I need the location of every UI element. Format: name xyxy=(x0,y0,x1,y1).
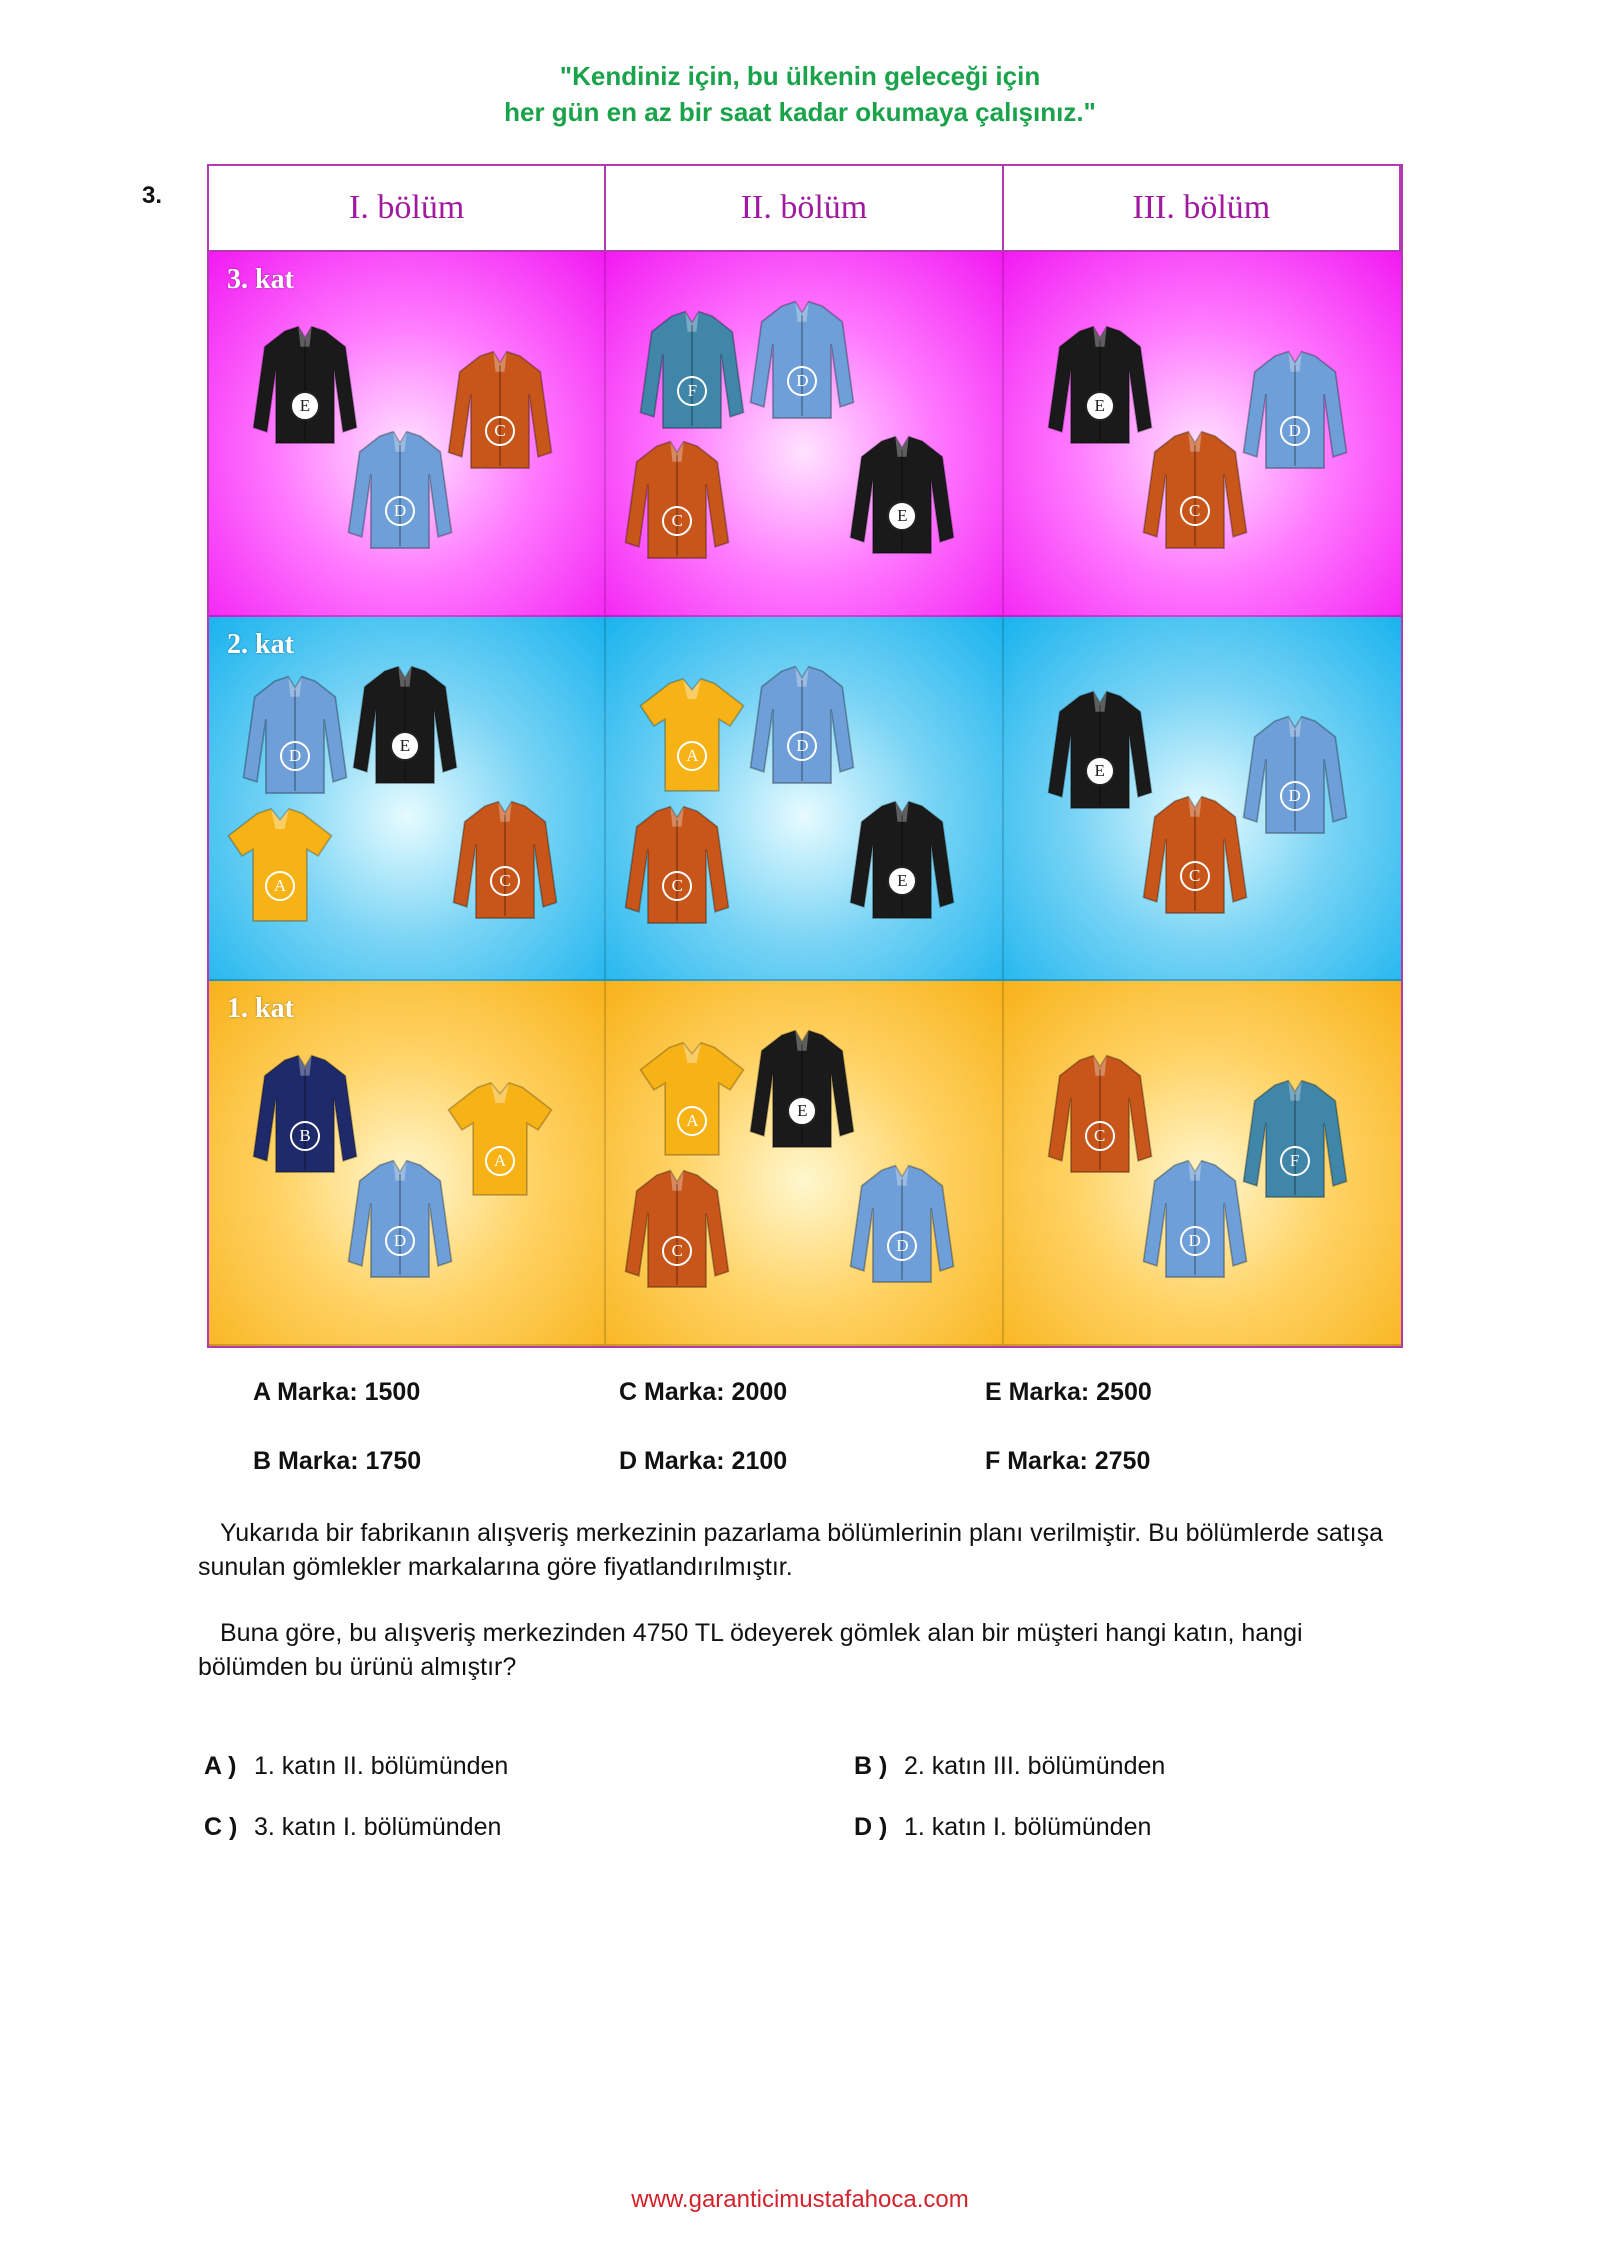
option-letter: B ) xyxy=(854,1752,888,1780)
shirt-icon xyxy=(846,797,958,925)
option-letter: C ) xyxy=(204,1813,238,1841)
question-number: 3. xyxy=(142,182,163,209)
brand-badge: E xyxy=(290,391,320,421)
shirt-icon xyxy=(746,1026,858,1154)
brand-badge: D xyxy=(787,366,817,396)
cell-floor-2-section-1 xyxy=(209,617,606,982)
shirt-icon xyxy=(344,1156,456,1284)
cell-floor-1-section-3 xyxy=(1004,981,1401,1346)
option-a[interactable] xyxy=(204,1752,854,1781)
shirt-icon xyxy=(636,672,748,800)
brand-badge: E xyxy=(887,866,917,896)
price-d: D Marka: 2100 xyxy=(619,1447,788,1475)
cell-floor-1-section-2 xyxy=(606,981,1003,1346)
question-paragraph xyxy=(198,1616,1408,1684)
brand-badge: E xyxy=(1085,391,1115,421)
motto-line-1: "Kendiniz için, bu ülkenin geleceği için xyxy=(559,61,1041,91)
brand-badge: A xyxy=(677,741,707,771)
price-f: F Marka: 2750 xyxy=(985,1447,1151,1475)
header-section-3: III. bölüm xyxy=(1004,166,1401,252)
shirt-icon xyxy=(1139,1156,1251,1284)
cell-floor-3-section-3 xyxy=(1004,252,1401,617)
brand-badge: D xyxy=(385,1226,415,1256)
brand-badge: C xyxy=(490,866,520,896)
shirt-icon xyxy=(1139,792,1251,920)
brand-badge: D xyxy=(787,731,817,761)
cell-floor-3-section-2 xyxy=(606,252,1003,617)
brand-badge: D xyxy=(385,496,415,526)
price-c: C Marka: 2000 xyxy=(619,1378,788,1406)
option-d[interactable] xyxy=(854,1813,1404,1842)
price-list xyxy=(253,1378,1353,1476)
cell-floor-2-section-2 xyxy=(606,617,1003,982)
brand-badge: C xyxy=(662,506,692,536)
motto-line-2: her gün en az bir saat kadar okumaya çalışınız." xyxy=(504,97,1096,127)
floor-label: 2. kat xyxy=(227,628,294,660)
shirt-icon xyxy=(621,437,733,565)
shirt-icon xyxy=(344,427,456,555)
option-letter: D ) xyxy=(854,1813,888,1841)
brand-badge: A xyxy=(677,1106,707,1136)
store-plan-table xyxy=(207,164,1403,1348)
answer-options xyxy=(204,1752,1404,1842)
shirt-icon xyxy=(1139,427,1251,555)
option-c[interactable] xyxy=(204,1813,854,1842)
description-paragraph xyxy=(198,1516,1408,1584)
shirt-icon xyxy=(621,1166,733,1294)
brand-badge: B xyxy=(290,1121,320,1151)
shirt-icon xyxy=(239,672,351,800)
shirt-icon xyxy=(636,1036,748,1164)
brand-badge: C xyxy=(1085,1121,1115,1151)
shirt-icon xyxy=(224,802,336,930)
motto-quote xyxy=(0,58,1600,130)
option-text: 2. katın III. bölümünden xyxy=(904,1752,1166,1780)
cell-floor-2-section-3 xyxy=(1004,617,1401,982)
cell-floor-3-section-1 xyxy=(209,252,606,617)
option-text: 1. katın I. bölümünden xyxy=(904,1813,1152,1841)
shirt-icon xyxy=(444,347,556,475)
header-section-1: I. bölüm xyxy=(209,166,606,252)
shirt-icon xyxy=(444,1076,556,1204)
shirt-icon xyxy=(621,802,733,930)
brand-badge: A xyxy=(265,871,295,901)
price-b: B Marka: 1750 xyxy=(253,1447,422,1475)
header-section-2: II. bölüm xyxy=(606,166,1003,252)
shirt-icon xyxy=(746,662,858,790)
option-letter: A ) xyxy=(204,1752,237,1780)
brand-badge: D xyxy=(1180,1226,1210,1256)
brand-badge: F xyxy=(677,376,707,406)
shirt-icon xyxy=(846,432,958,560)
shirt-icon xyxy=(1239,712,1351,840)
brand-badge: C xyxy=(1180,496,1210,526)
floor-label: 3. kat xyxy=(227,264,294,295)
cell-floor-1-section-1 xyxy=(209,981,606,1346)
shirt-icon xyxy=(1239,1076,1351,1204)
brand-badge: F xyxy=(1280,1146,1310,1176)
shirt-icon xyxy=(449,797,561,925)
brand-badge: D xyxy=(887,1231,917,1261)
shirt-icon xyxy=(746,297,858,425)
option-text: 1. katın II. bölümünden xyxy=(254,1752,509,1780)
footer-website[interactable]: www.garanticimustafahoca.com xyxy=(631,2186,969,2213)
question-text: Buna göre, bu alışveriş merkezinden 4750 TL ödeyerek gömlek alan bir müşteri hangi katın, hangi bölümden bu ürünü almıştır? xyxy=(198,1619,1303,1681)
price-a: A Marka: 1500 xyxy=(253,1378,421,1406)
brand-badge: C xyxy=(662,1236,692,1266)
shirt-icon xyxy=(846,1161,958,1289)
brand-badge: C xyxy=(1180,861,1210,891)
brand-badge: C xyxy=(662,871,692,901)
shirt-icon xyxy=(636,307,748,435)
brand-badge: D xyxy=(280,741,310,771)
brand-badge: E xyxy=(887,501,917,531)
floor-label: 1. kat xyxy=(227,993,294,1025)
brand-badge: D xyxy=(1280,781,1310,811)
option-b[interactable] xyxy=(854,1752,1404,1781)
brand-badge: D xyxy=(1280,416,1310,446)
brand-badge: E xyxy=(1085,756,1115,786)
description-text: Yukarıda bir fabrikanın alışveriş merkezinin pazarlama bölümlerinin planı verilmiştir. Bu bölümlerde satışa sunulan gömlekler markalarına göre fiyatlandırılmıştır. xyxy=(198,1519,1384,1581)
brand-badge: C xyxy=(485,416,515,446)
shirt-icon xyxy=(349,662,461,790)
shirt-icon xyxy=(1239,347,1351,475)
option-text: 3. katın I. bölümünden xyxy=(254,1813,502,1841)
price-e: E Marka: 2500 xyxy=(985,1378,1152,1406)
brand-badge: A xyxy=(485,1146,515,1176)
brand-badge: E xyxy=(390,731,420,761)
brand-badge: E xyxy=(787,1096,817,1126)
